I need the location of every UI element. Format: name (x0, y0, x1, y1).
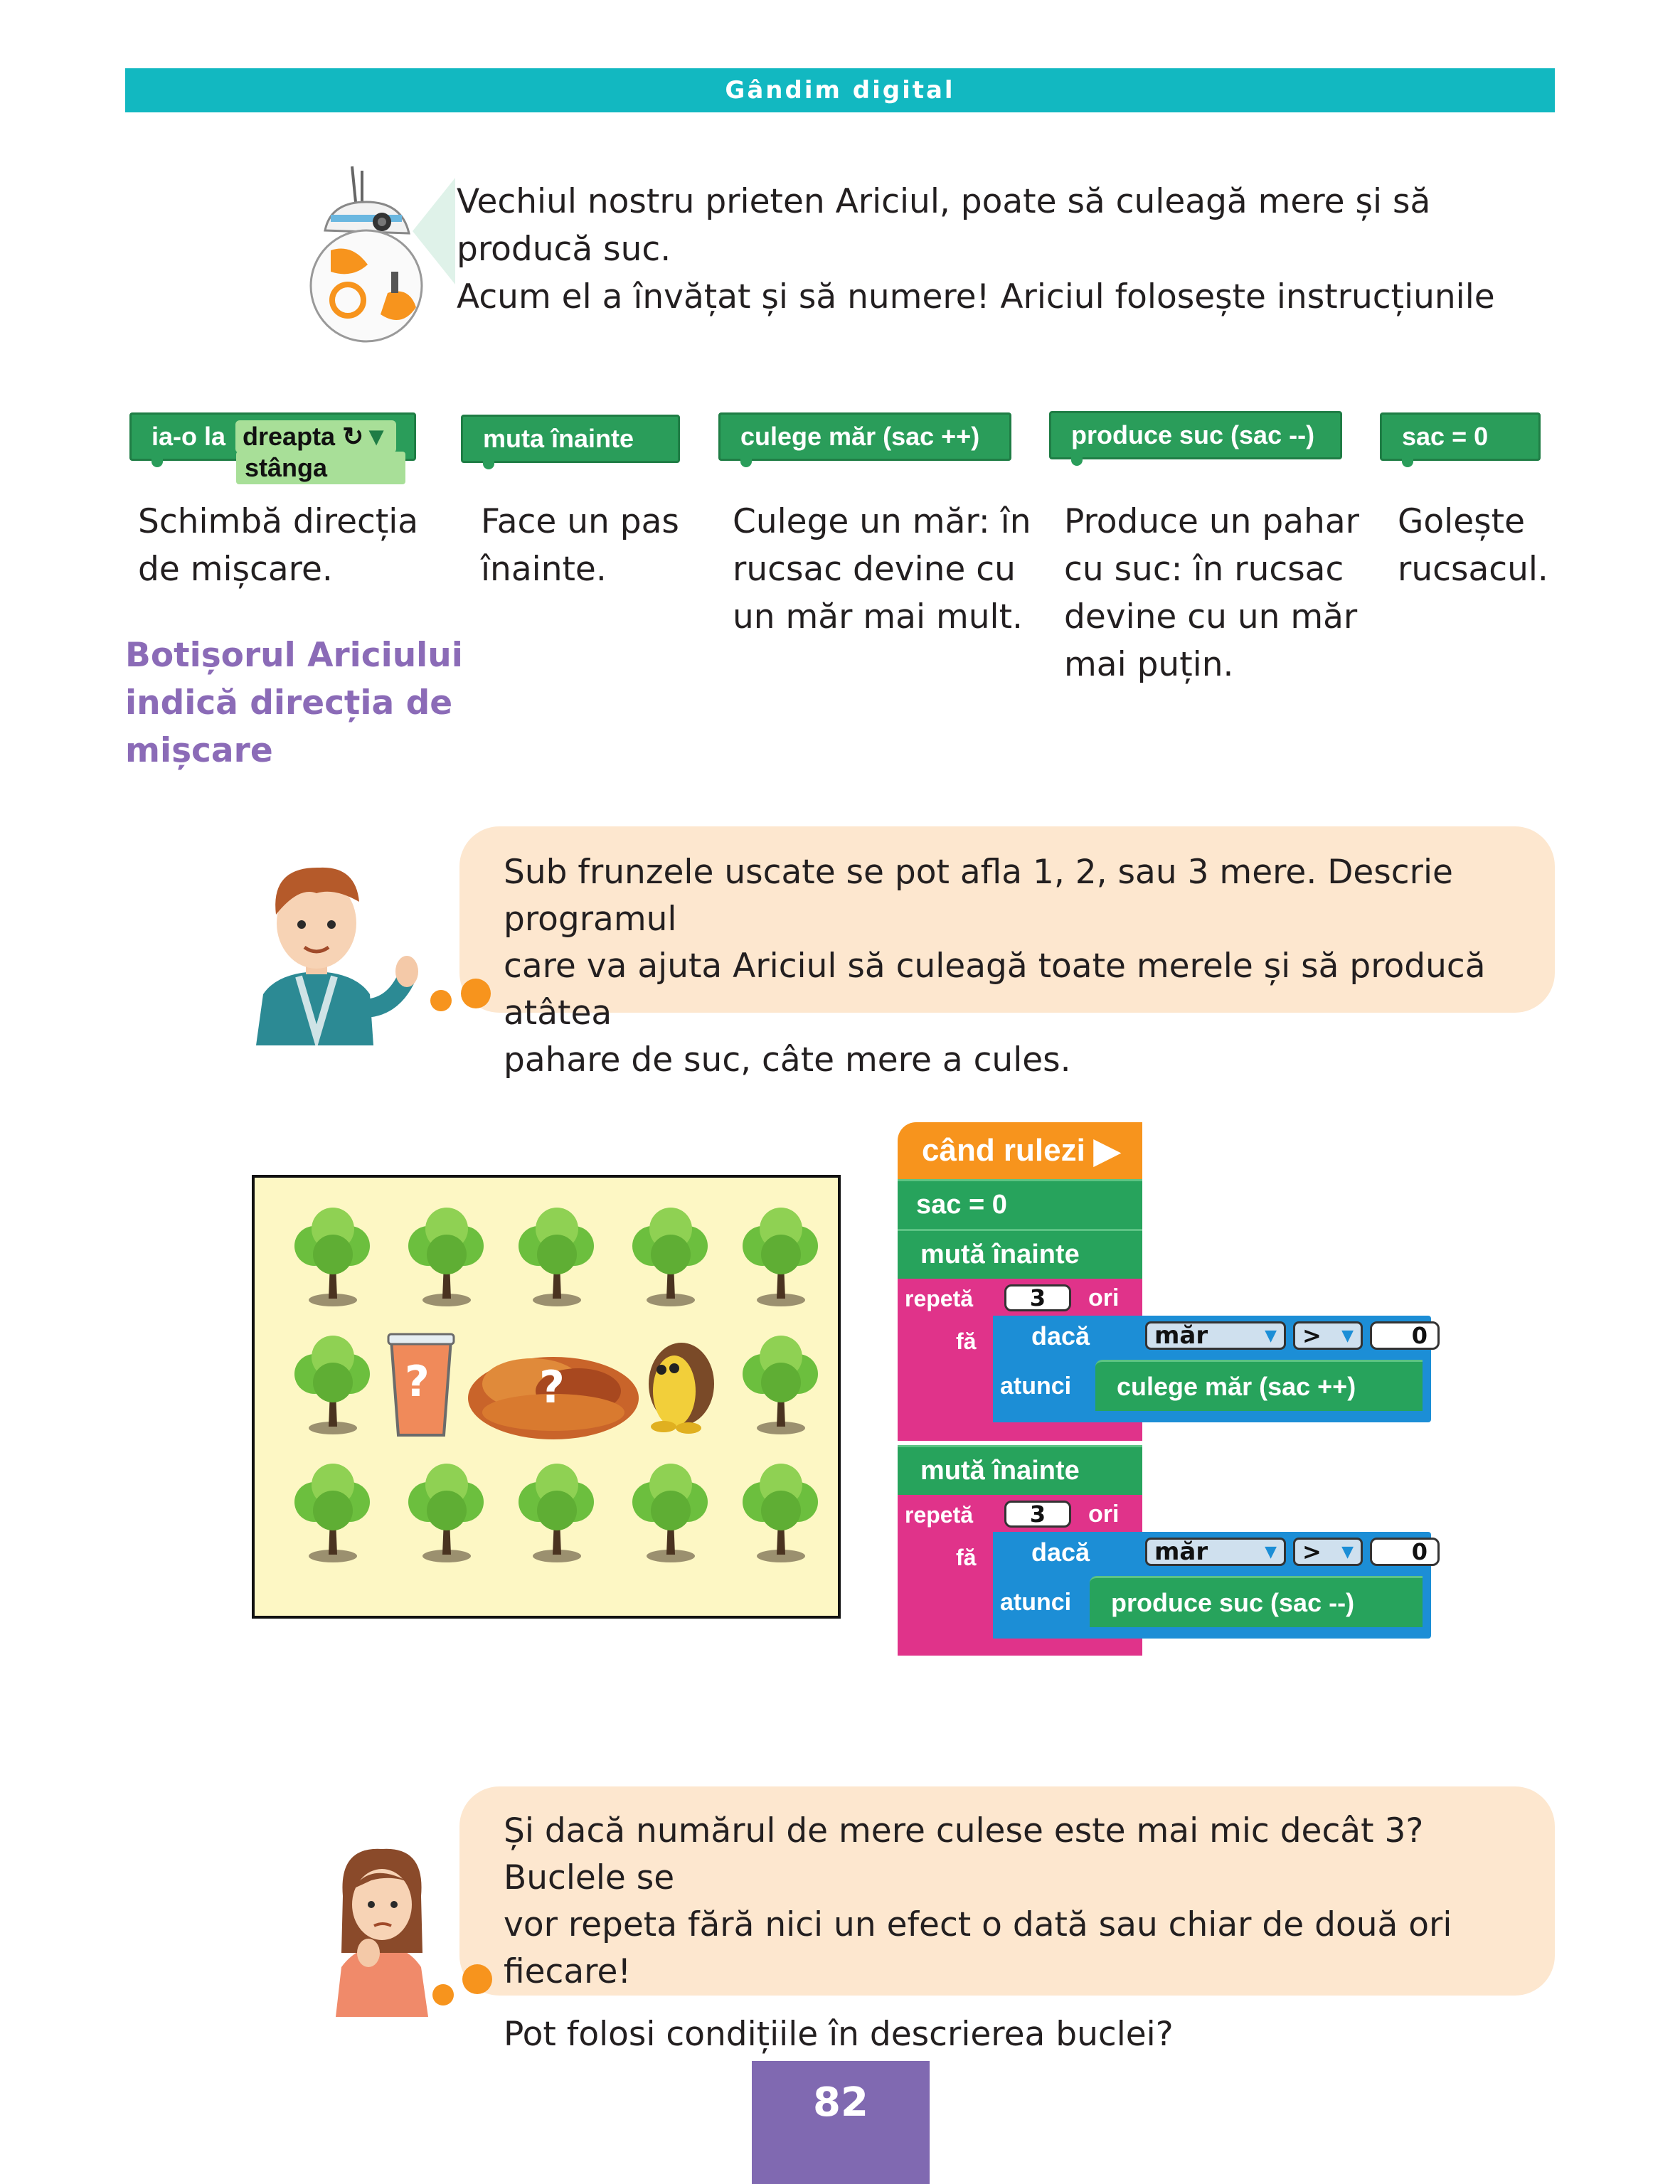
times-label: ori (1088, 1501, 1120, 1528)
value-input-2[interactable] (1370, 1538, 1440, 1566)
note-line: indică direcția de (125, 683, 453, 723)
pick-desc-line: un măr mai mult. (733, 597, 1023, 636)
bag-reset-label: sac = 0 (1402, 422, 1489, 451)
turn-option-other[interactable]: stânga (245, 453, 328, 482)
turn-option-selected: dreapta (243, 422, 336, 451)
juice-desc-line: Produce un pahar (1064, 502, 1359, 541)
section-title: Gândim digital (725, 76, 955, 105)
make-juice-action-label: produce suc (sac --) (1111, 1587, 1355, 1617)
tree-icon (743, 1208, 818, 1306)
move-desc-line: Face un pas (481, 502, 679, 541)
then-label: atunci (1000, 1589, 1072, 1616)
times-label: ori (1088, 1284, 1120, 1311)
bubble-1-line: pahare de suc, câte mere a cules. (504, 1040, 1071, 1080)
dropdown-arrow-icon: ▼ (1341, 1543, 1354, 1561)
repeat-count-input-1[interactable] (1004, 1284, 1071, 1311)
tree-icon (294, 1336, 370, 1434)
repeat-count-value: 3 (1029, 1284, 1046, 1311)
pick-apple-block[interactable] (718, 412, 1011, 461)
tree-icon (294, 1464, 370, 1562)
then-label: atunci (1000, 1373, 1072, 1400)
note-line: mișcare (125, 731, 273, 770)
tree-icon (294, 1208, 370, 1306)
set-bag-label: sac = 0 (916, 1190, 1007, 1220)
dropdown-arrow-icon: ▼ (1265, 1326, 1277, 1345)
var-value: măr (1154, 1321, 1208, 1350)
tree-icon (632, 1208, 708, 1306)
op-dropdown-2[interactable] (1293, 1538, 1363, 1566)
juice-desc-line: mai puțin. (1064, 645, 1234, 684)
girl-illustration (329, 1846, 435, 2017)
juice-question-mark: ? (405, 1357, 430, 1407)
move-forward-block-1[interactable] (898, 1229, 1142, 1279)
turn-desc (138, 498, 418, 593)
bubble-dot (461, 979, 491, 1008)
speech-bubble-2 (459, 1786, 1555, 2054)
bubble-dot (432, 1984, 454, 2005)
var-value: măr (1154, 1538, 1208, 1566)
var-dropdown-1[interactable] (1145, 1321, 1286, 1350)
turn-desc-line: de mișcare. (138, 550, 333, 589)
juice-desc-line: cu suc: în rucsac (1064, 550, 1344, 589)
move-label-1: mută înainte (920, 1240, 1080, 1269)
tree-icon (743, 1336, 818, 1434)
program-area (898, 1122, 1431, 1656)
intro-text (457, 178, 1566, 321)
juice-desc-line: devine cu un măr (1064, 597, 1358, 636)
intro-line-1: Vechiul nostru prieten Ariciul, poate să culeagă mere și să producă suc. (457, 182, 1431, 269)
leaves-question-mark: ? (539, 1361, 565, 1413)
tree-icon (408, 1464, 484, 1562)
repeat-label: repetă (905, 1502, 974, 1528)
bubble-dot (462, 1964, 492, 1994)
dropdown-arrow-icon: ▼ (363, 422, 389, 451)
move-desc (481, 498, 679, 593)
page-number-badge (752, 2061, 930, 2184)
bag-desc (1398, 498, 1548, 593)
section-header (125, 68, 1555, 112)
bag-desc-line: rucsacul. (1398, 550, 1548, 589)
move-forward-block-2[interactable] (898, 1445, 1142, 1495)
make-juice-block[interactable] (1049, 411, 1342, 459)
value-input-1[interactable] (1370, 1321, 1440, 1350)
if-label: dacă (1031, 1321, 1090, 1351)
start-block[interactable] (898, 1122, 1142, 1179)
bubble-2-line: vor repeta fără nici un efect o dată sau chiar de două ori fiecare! (504, 1905, 1452, 1991)
tree-icon (743, 1464, 818, 1562)
rotate-icon: ↻ (342, 422, 364, 451)
page-number: 82 (813, 2079, 868, 2126)
bag-reset-block[interactable] (1380, 412, 1541, 461)
make-juice-action[interactable] (1090, 1576, 1423, 1627)
move-forward-block[interactable] (461, 415, 680, 463)
direction-note (125, 632, 463, 774)
var-dropdown-2[interactable] (1145, 1538, 1286, 1566)
turn-option-list[interactable] (236, 452, 405, 484)
if-label: dacă (1031, 1538, 1090, 1567)
hedgehog-icon (649, 1343, 714, 1434)
speech-bubble-1 (459, 826, 1555, 1080)
note-line: Botișorul Ariciului (125, 636, 463, 675)
bubble-dot (430, 990, 452, 1011)
tree-icon (519, 1464, 594, 1562)
pick-desc-line: Culege un măr: în (733, 502, 1031, 541)
repeat-label: repetă (905, 1286, 974, 1311)
pick-apple-label: culege măr (sac ++) (740, 422, 980, 451)
tree-icon (519, 1208, 594, 1306)
move-forward-label: muta înainte (483, 424, 634, 453)
tree-icon (632, 1464, 708, 1562)
repeat-count-input-2[interactable] (1004, 1501, 1071, 1528)
do-label: fă (956, 1328, 977, 1354)
pick-desc (733, 498, 1031, 641)
pick-apple-action[interactable] (1095, 1360, 1423, 1411)
turn-desc-line: Schimbă direcția (138, 502, 419, 541)
do-label: fă (956, 1545, 977, 1570)
turn-label: ia-o la (151, 422, 226, 451)
value-text: 0 (1411, 1322, 1428, 1349)
bubble-2-line: Pot folosi condițiile în descrierea buclei? (504, 2015, 1174, 2054)
op-dropdown-1[interactable] (1293, 1321, 1363, 1350)
bag-desc-line: Golește (1398, 502, 1525, 541)
intro-line-2: Acum el a învățat și să numere! Ariciul folosește instrucțiunile (457, 277, 1495, 316)
turn-direction-dropdown[interactable] (235, 420, 396, 453)
juice-desc (1064, 498, 1359, 688)
dropdown-arrow-icon: ▼ (1265, 1543, 1277, 1561)
bubble-1-line: care va ajuta Ariciul să culeagă toate merele și să producă atâtea (504, 947, 1486, 1033)
bubble-1-line: Sub frunzele uscate se pot afla 1, 2, sau 3 mere. Descrie programul (504, 853, 1453, 939)
make-juice-label: produce suc (sac --) (1071, 420, 1315, 449)
bubble-2-line: Și dacă numărul de mere culese este mai mic decât 3? Buclele se (504, 1811, 1424, 1897)
op-value: > (1302, 1322, 1322, 1349)
op-value: > (1302, 1538, 1322, 1565)
boy-illustration (249, 852, 434, 1045)
start-label: când rulezi (922, 1133, 1085, 1168)
value-text: 0 (1411, 1538, 1428, 1565)
dropdown-arrow-icon: ▼ (1341, 1326, 1354, 1345)
game-board (252, 1175, 841, 1619)
repeat-count-value: 3 (1029, 1501, 1046, 1528)
pick-desc-line: rucsac devine cu (733, 550, 1016, 589)
tree-icon (408, 1208, 484, 1306)
move-label-2: mută înainte (920, 1456, 1080, 1486)
set-bag-block[interactable] (898, 1179, 1142, 1229)
move-desc-line: înainte. (481, 550, 607, 589)
pick-apple-action-label: culege măr (sac ++) (1117, 1371, 1356, 1401)
play-icon: ▶ (1093, 1132, 1120, 1170)
speech-pointer (413, 178, 455, 284)
